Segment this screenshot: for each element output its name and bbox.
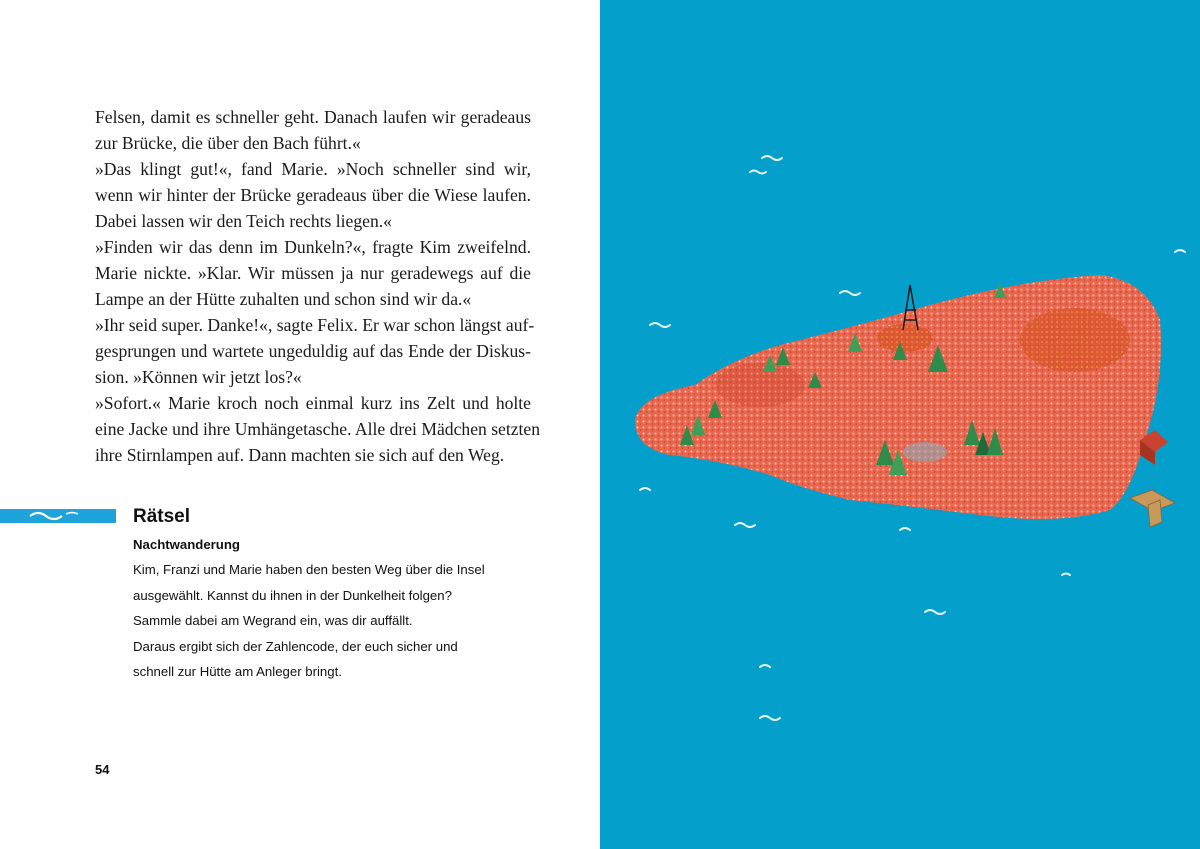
story-line: ihre Stirnlampen auf. Dann machten sie sich auf den Weg. — [95, 445, 505, 465]
story-line: wenn wir hinter der Brücke geradeaus über die Wiese laufen. — [95, 185, 531, 205]
riddle-line: Sammle dabei am Wegrand ein, was dir auffällt. — [133, 613, 413, 628]
riddle-line: Kim, Franzi und Marie haben den besten Weg über die Insel — [133, 562, 485, 577]
story-line: sion. »Können wir jetzt los?« — [95, 367, 302, 387]
story-line: Felsen, damit es schneller geht. Danach laufen wir geradeaus — [95, 107, 531, 127]
story-line: gesprungen und wartete ungeduldig auf das Ende der Diskus- — [95, 341, 531, 361]
riddle-marker-bar — [0, 509, 116, 523]
story-line: Marie nickte. »Klar. Wir müssen ja nur geradewegs auf die — [95, 263, 531, 283]
story-line: »Sofort.« Marie kroch noch einmal kurz ins Zelt und holte — [95, 393, 531, 413]
riddle-text — [133, 557, 493, 685]
story-line: zur Brücke, die über den Bach führt.« — [95, 133, 361, 153]
riddle-line: Daraus ergibt sich der Zahlencode, der euch sicher und — [133, 638, 458, 654]
right-page-illustration — [600, 0, 1200, 849]
story-line: Dabei lassen wir den Teich rechts liegen.« — [95, 211, 392, 231]
story-line: Lampe an der Hütte zuhalten und schon sind wir da.« — [95, 289, 472, 309]
page-number: 54 — [95, 762, 110, 777]
story-line: eine Jacke und ihre Umhängetasche. Alle drei Mädchen setzten — [95, 419, 541, 439]
riddle-line: ausgewählt. Kannst du ihnen in der Dunkelheit folgen? — [133, 587, 452, 603]
riddle-subtitle: Nachtwanderung — [133, 537, 240, 552]
story-line: »Das klingt gut!«, fand Marie. »Noch schneller sind wir, — [95, 159, 531, 179]
riddle-title: Rätsel — [133, 506, 191, 527]
story-text — [95, 104, 541, 468]
riddle-line: schnell zur Hütte am Anleger bringt. — [133, 664, 342, 679]
story-line: »Finden wir das denn im Dunkeln?«, fragte Kim zweifelnd. — [95, 237, 531, 257]
story-line: »Ihr seid super. Danke!«, sagte Felix. Er war schon längst auf- — [95, 315, 535, 335]
wave-icon — [0, 509, 116, 523]
pier-icon — [1130, 490, 1175, 527]
island-illustration — [600, 0, 1200, 849]
